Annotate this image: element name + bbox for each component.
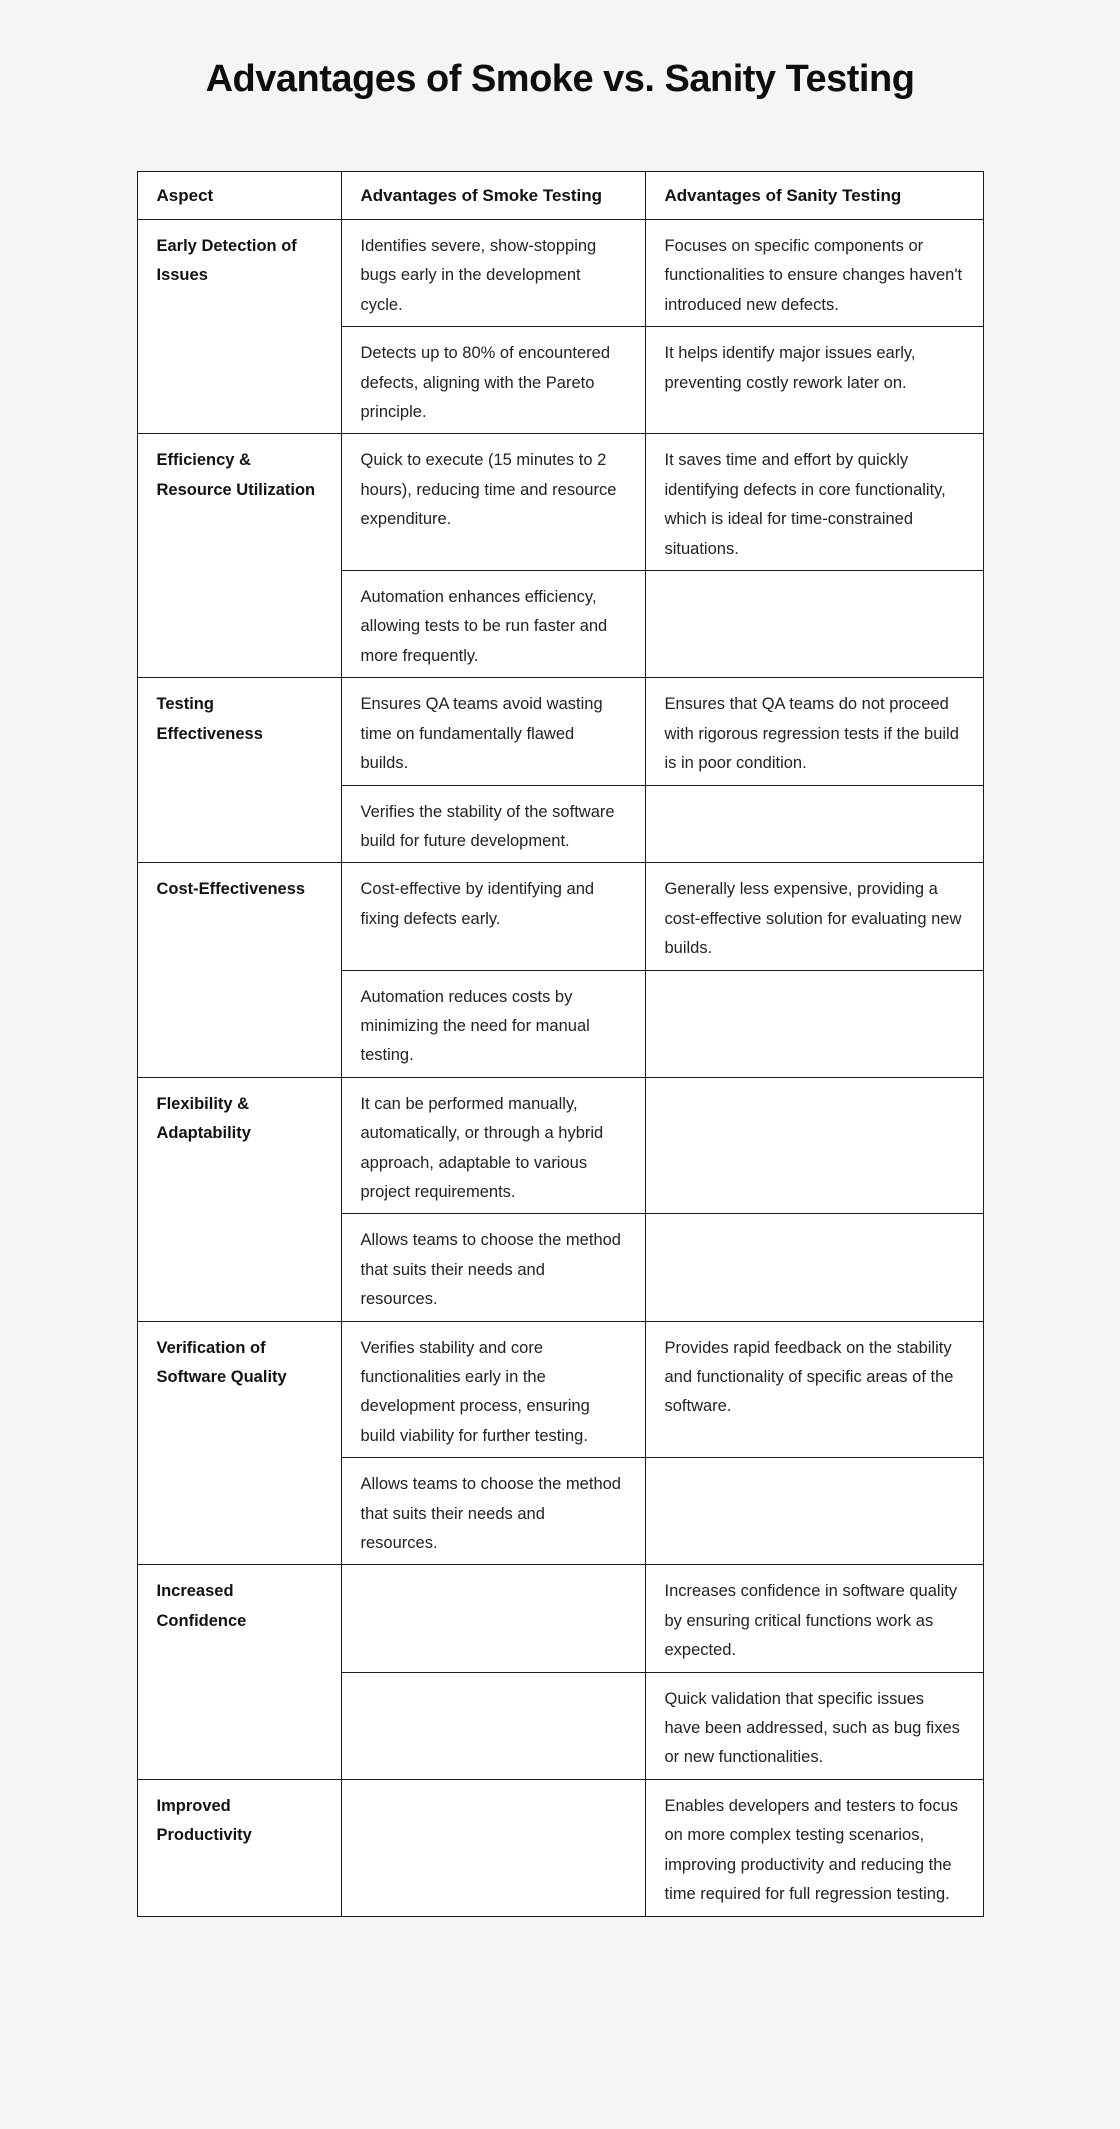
smoke-advantage-cell: Automation reduces costs by minimizing the need for manual testing. (341, 970, 645, 1077)
sanity-advantage-cell: Ensures that QA teams do not proceed with rigorous regression tests if the build is in poor condition. (645, 678, 983, 785)
smoke-advantage-cell: Identifies severe, show-stopping bugs early in the development cycle. (341, 220, 645, 327)
smoke-advantage-cell: Allows teams to choose the method that suits their needs and resources. (341, 1458, 645, 1565)
sanity-advantage-cell: Increases confidence in software quality by ensuring critical functions work as expected. (645, 1565, 983, 1672)
page-title: Advantages of Smoke vs. Sanity Testing (205, 58, 915, 100)
aspect-cell: Cost-Effectiveness (137, 863, 341, 1077)
sanity-advantage-cell (645, 1214, 983, 1321)
aspect-cell: Testing Effectiveness (137, 678, 341, 863)
sanity-advantage-cell (645, 785, 983, 863)
table-row (137, 1565, 983, 1672)
aspect-cell: Flexibility & Adaptability (137, 1077, 341, 1321)
sanity-advantage-cell: Focuses on specific components or functionalities to ensure changes haven't introduced new defects. (645, 220, 983, 327)
header-cell-smoke: Advantages of Smoke Testing (341, 172, 645, 220)
sanity-advantage-cell (645, 571, 983, 678)
table-header (137, 172, 983, 220)
sanity-advantage-cell (645, 1077, 983, 1214)
sanity-advantage-cell (645, 1458, 983, 1565)
comparison-table (137, 171, 984, 1917)
table-row (137, 1077, 983, 1214)
sanity-advantage-cell (645, 970, 983, 1077)
aspect-cell: Verification of Software Quality (137, 1321, 341, 1565)
table-row (137, 434, 983, 571)
table-row (137, 1779, 983, 1916)
sanity-advantage-cell: Generally less expensive, providing a cost-effective solution for evaluating new builds. (645, 863, 983, 970)
sanity-advantage-cell: Provides rapid feedback on the stability and functionality of specific areas of the software. (645, 1321, 983, 1458)
smoke-advantage-cell (341, 1779, 645, 1916)
sanity-advantage-cell: It helps identify major issues early, preventing costly rework later on. (645, 327, 983, 434)
smoke-advantage-cell: Allows teams to choose the method that suits their needs and resources. (341, 1214, 645, 1321)
sanity-advantage-cell: Enables developers and testers to focus on more complex testing scenarios, improving productivity and reducing the time required for full regression testing. (645, 1779, 983, 1916)
table-body (137, 220, 983, 1917)
aspect-cell: Increased Confidence (137, 1565, 341, 1779)
aspect-cell: Efficiency & Resource Utilization (137, 434, 341, 678)
smoke-advantage-cell: Ensures QA teams avoid wasting time on fundamentally flawed builds. (341, 678, 645, 785)
smoke-advantage-cell: It can be performed manually, automatically, or through a hybrid approach, adaptable to various project requirements. (341, 1077, 645, 1214)
smoke-advantage-cell: Verifies stability and core functionalities early in the development process, ensuring build viability for further testing. (341, 1321, 645, 1458)
smoke-advantage-cell: Automation enhances efficiency, allowing tests to be run faster and more frequently. (341, 571, 645, 678)
table-row (137, 678, 983, 785)
aspect-cell: Improved Productivity (137, 1779, 341, 1916)
sanity-advantage-cell: Quick validation that specific issues have been addressed, such as bug fixes or new functionalities. (645, 1672, 983, 1779)
header-row (137, 172, 983, 220)
smoke-advantage-cell: Quick to execute (15 minutes to 2 hours), reducing time and resource expenditure. (341, 434, 645, 571)
sanity-advantage-cell: It saves time and effort by quickly identifying defects in core functionality, which is ideal for time-constrained situations. (645, 434, 983, 571)
table-row (137, 220, 983, 327)
table-row (137, 1321, 983, 1458)
header-cell-aspect: Aspect (137, 172, 341, 220)
smoke-advantage-cell (341, 1565, 645, 1672)
smoke-advantage-cell: Verifies the stability of the software build for future development. (341, 785, 645, 863)
smoke-advantage-cell (341, 1672, 645, 1779)
smoke-advantage-cell: Detects up to 80% of encountered defects, aligning with the Pareto principle. (341, 327, 645, 434)
table-row (137, 863, 983, 970)
smoke-advantage-cell: Cost-effective by identifying and fixing defects early. (341, 863, 645, 970)
aspect-cell: Early Detection of Issues (137, 220, 341, 434)
header-cell-sanity: Advantages of Sanity Testing (645, 172, 983, 220)
